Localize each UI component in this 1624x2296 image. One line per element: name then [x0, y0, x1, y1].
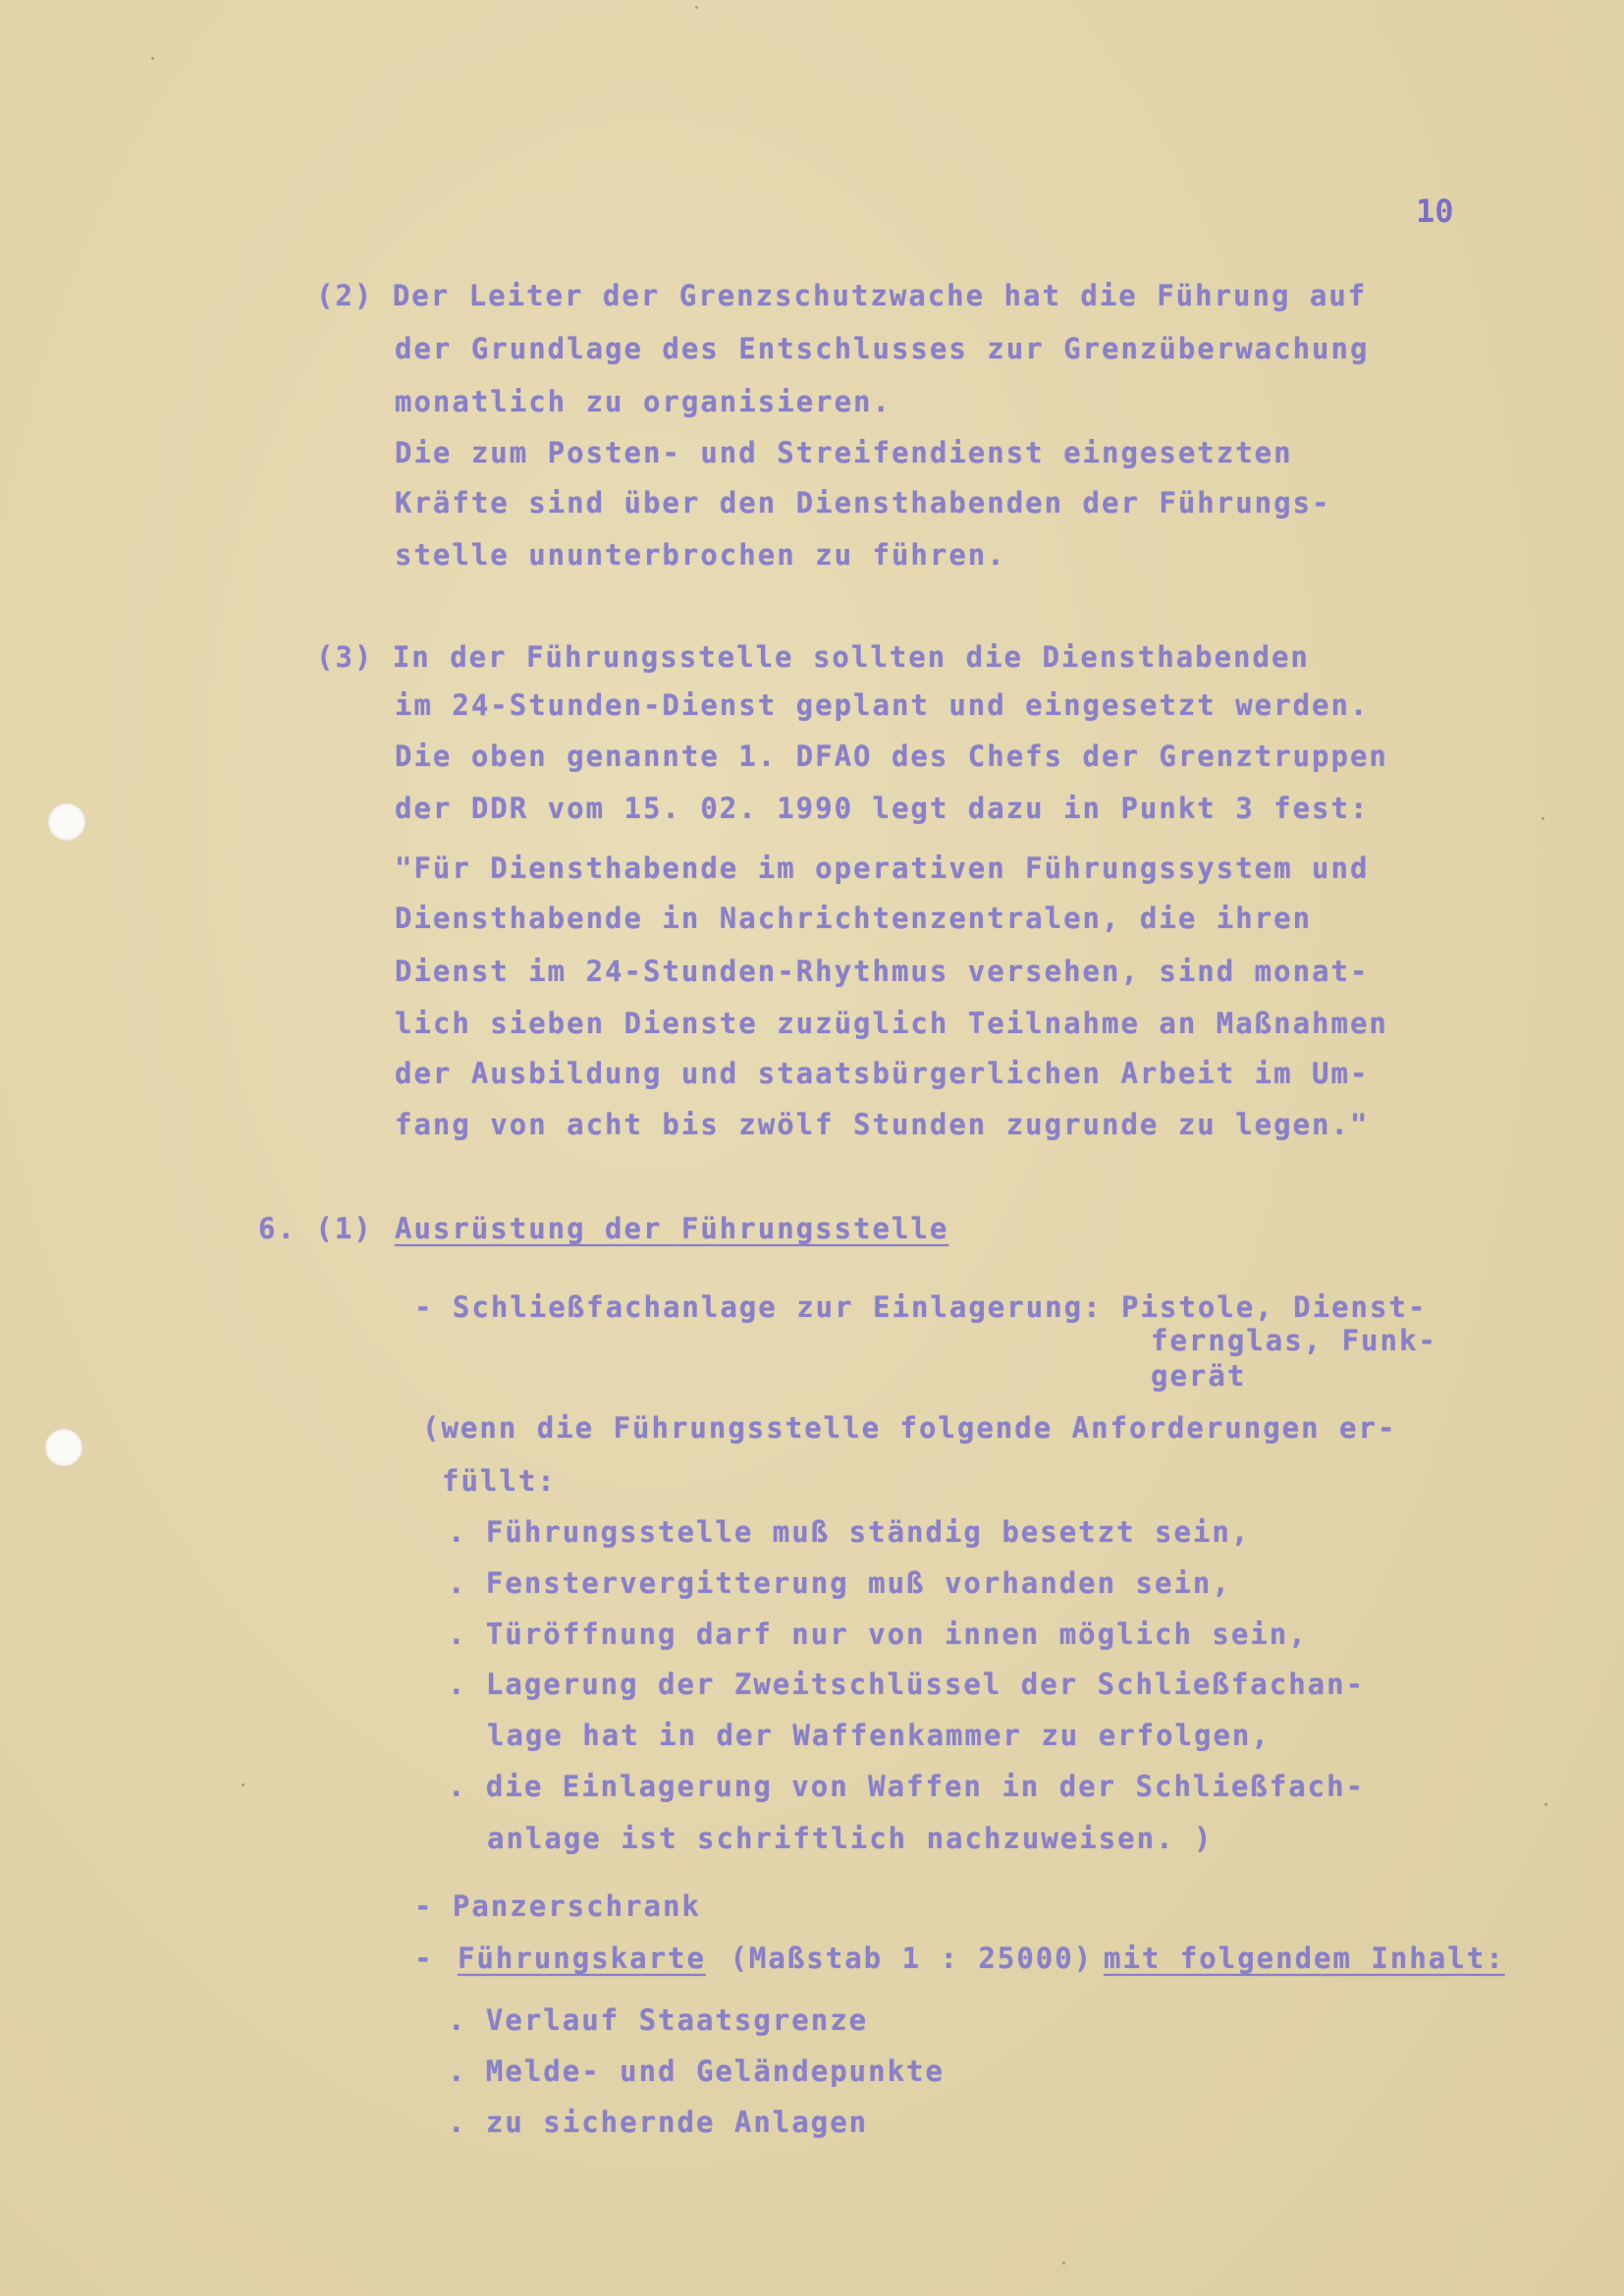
text-line: fang von acht bis zwölf Stunden zugrunde zu legen." — [395, 1108, 1370, 1141]
underlined-heading: Ausrüstung der Führungsstelle — [395, 1212, 949, 1245]
text-line: . Verlauf Staatsgrenze — [448, 2003, 869, 2037]
text-line: . Lagerung der Zweitschlüssel der Schließfachan- — [448, 1667, 1366, 1701]
punch-hole — [48, 803, 85, 841]
text-line: . Türöffnung darf nur von innen möglich sein, — [448, 1617, 1308, 1651]
underlined-heading: Führungskarte — [458, 1941, 706, 1975]
text-line: - Schließfachanlage zur Einlagerung: Pistole, Dienst- — [414, 1290, 1428, 1324]
text-line: . Melde- und Geländepunkte — [448, 2054, 945, 2088]
paper-speck — [1062, 2262, 1065, 2265]
text-line: (3) In der Führungsstelle sollten die Diensthabenden — [316, 640, 1310, 674]
text-line: gerät — [1151, 1359, 1247, 1393]
text-line: Die zum Posten- und Streifendienst eingesetzten — [395, 436, 1293, 469]
paper-speck — [1544, 1803, 1547, 1806]
paper-speck — [1542, 817, 1544, 820]
text-line: der Grundlage des Entschlusses zur Grenzüberwachung — [395, 332, 1370, 365]
underlined-heading: mit folgendem Inhalt: — [1104, 1941, 1505, 1975]
text-line: Kräfte sind über den Diensthabenden der Führungs- — [395, 486, 1331, 519]
text-line: (wenn die Führungsstelle folgende Anforderungen er- — [422, 1411, 1397, 1445]
text-line: der Ausbildung und staatsbürgerlichen Arbeit im Um- — [395, 1057, 1370, 1090]
text-line: lich sieben Dienste zuzüglich Teilnahme an Maßnahmen — [395, 1007, 1388, 1040]
text-line: . Führungsstelle muß ständig besetzt sein, — [448, 1515, 1251, 1549]
text-line: füllt: — [442, 1464, 557, 1498]
text-line: Dienst im 24-Stunden-Rhythmus versehen, sind monat- — [395, 955, 1370, 988]
text-line: "Für Diensthabende im operativen Führungssystem und — [395, 851, 1370, 885]
text-line: im 24-Stunden-Dienst geplant und eingesetzt werden. — [395, 688, 1370, 722]
text-line: . Fenstervergitterung muß vorhanden sein, — [448, 1566, 1231, 1600]
text-line: lage hat in der Waffenkammer zu erfolgen, — [487, 1719, 1271, 1752]
text-line: (2) Der Leiter der Grenzschutzwache hat die Führung auf — [316, 279, 1368, 312]
text-line: 6. (1) — [258, 1212, 393, 1245]
text-line: Die oben genannte 1. DFAO des Chefs der Grenztruppen — [395, 739, 1388, 773]
paper-speck — [695, 6, 698, 9]
text-line: der DDR vom 15. 02. 1990 legt dazu in Punkt 3 fest: — [395, 792, 1370, 825]
text-line: (Maßstab 1 : 25000) — [711, 1941, 1112, 1975]
punch-hole — [45, 1429, 82, 1466]
paper-speck — [151, 57, 154, 60]
page-number: 10 — [1416, 192, 1454, 230]
text-line: - Panzerschrank — [414, 1889, 701, 1923]
text-line: stelle ununterbrochen zu führen. — [395, 538, 1006, 572]
text-line: anlage ist schriftlich nachzuweisen. ) — [487, 1822, 1214, 1855]
text-line: monatlich zu organisieren. — [395, 385, 892, 418]
paper-speck — [242, 1783, 244, 1786]
text-line: . zu sichernde Anlagen — [448, 2105, 869, 2139]
text-line: - — [414, 1941, 453, 1975]
text-line: fernglas, Funk- — [1151, 1324, 1437, 1357]
text-line: Diensthabende in Nachrichtenzentralen, die ihren — [395, 902, 1313, 935]
text-line: . die Einlagerung von Waffen in der Schließfach- — [448, 1770, 1366, 1803]
